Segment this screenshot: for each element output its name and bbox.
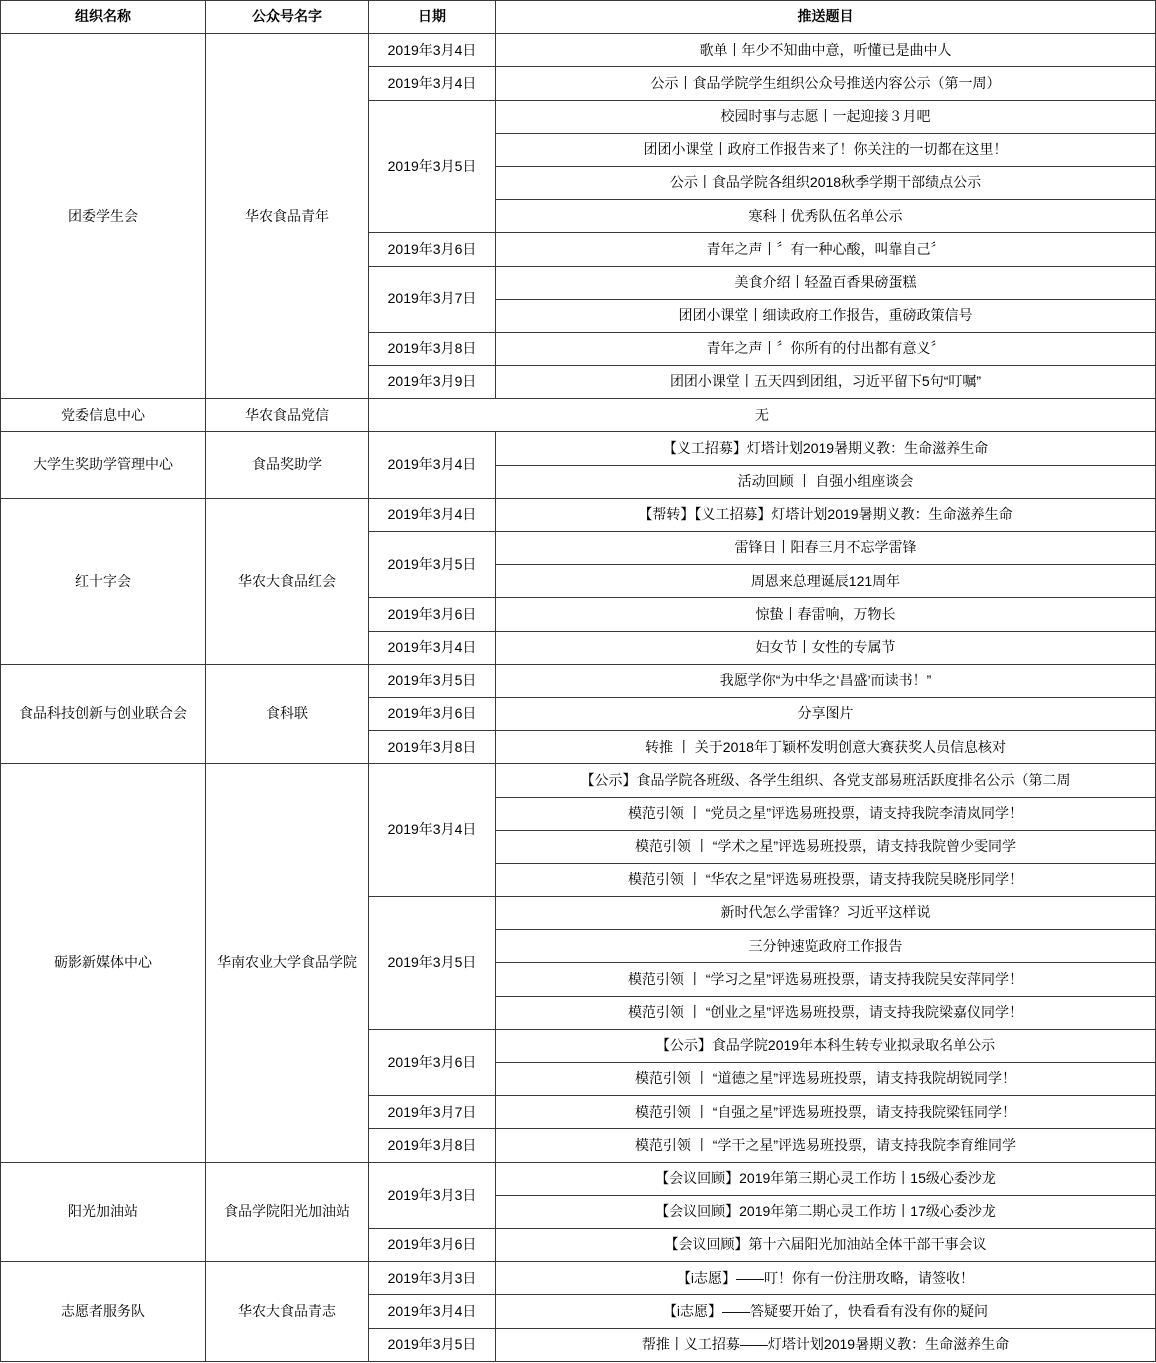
org-cell: 砺影新媒体中心: [1, 764, 206, 1162]
account-cell: 华农食品党信: [206, 399, 369, 432]
title-cell: 模范引领 丨 “学术之星”评选易班投票，请支持我院曾少雯同学: [496, 830, 1156, 863]
account-cell: 食科联: [206, 664, 369, 764]
title-cell: 周恩来总理诞辰121周年: [496, 565, 1156, 598]
title-cell: 【i志愿】——答疑要开始了，快看看有没有你的疑问: [496, 1295, 1156, 1328]
account-cell: 华农大食品红会: [206, 498, 369, 664]
table-row: [1, 432, 1156, 465]
title-cell: 妇女节丨女性的专属节: [496, 631, 1156, 664]
title-cell: 青年之声丨〞有一种心酸，叫靠自己〞: [496, 233, 1156, 266]
title-cell: 惊蛰丨春雷响，万物长: [496, 598, 1156, 631]
title-cell: 转推 丨 关于2018年丁颖杯发明创意大赛获奖人员信息核对: [496, 731, 1156, 764]
table-row: [1, 764, 1156, 797]
date-cell: 2019年3月5日: [369, 1328, 496, 1361]
date-cell: 2019年3月4日: [369, 34, 496, 67]
title-cell: 【公示】食品学院各班级、各学生组织、各党支部易班活跃度排名公示（第二周: [496, 764, 1156, 797]
account-cell: 食品学院阳光加油站: [206, 1162, 369, 1262]
table-row: [1, 1262, 1156, 1295]
header-title: 推送题目: [496, 1, 1156, 34]
account-cell: 华农大食品青志: [206, 1262, 369, 1362]
date-cell: 2019年3月3日: [369, 1262, 496, 1295]
date-cell: 2019年3月5日: [369, 532, 496, 598]
date-cell: 2019年3月6日: [369, 1029, 496, 1095]
date-cell: 2019年3月4日: [369, 67, 496, 100]
title-cell: 我愿学你“为中华之‘昌盛’而读书！”: [496, 664, 1156, 697]
table-row: [1, 399, 1156, 432]
org-cell: 党委信息中心: [1, 399, 206, 432]
org-cell: 志愿者服务队: [1, 1262, 206, 1362]
date-cell: 2019年3月4日: [369, 764, 496, 897]
date-cell: 2019年3月5日: [369, 100, 496, 233]
date-cell: 2019年3月6日: [369, 598, 496, 631]
title-cell: 模范引领 丨 “华农之星”评选易班投票，请支持我院吴晓彤同学！: [496, 863, 1156, 896]
title-cell: 模范引领 丨 “党员之星”评选易班投票，请支持我院李清岚同学！: [496, 797, 1156, 830]
title-cell: 校园时事与志愿丨一起迎接３月吧: [496, 100, 1156, 133]
table-header: [1, 1, 1156, 34]
title-cell: 团团小课堂丨细读政府工作报告，重磅政策信号: [496, 299, 1156, 332]
table-row: [1, 498, 1156, 531]
title-cell: 青年之声丨〞你所有的付出都有意义〞: [496, 332, 1156, 365]
title-cell: 雷锋日丨阳春三月不忘学雷锋: [496, 532, 1156, 565]
date-cell: 2019年3月4日: [369, 432, 496, 498]
date-cell: 2019年3月8日: [369, 1129, 496, 1162]
title-cell: 帮推丨义工招募——灯塔计划2019暑期义教：生命滋养生命: [496, 1328, 1156, 1361]
title-cell: 公示丨食品学院各组织2018秋季学期干部绩点公示: [496, 166, 1156, 199]
header-row: [1, 1, 1156, 34]
title-cell: 活动回顾 丨 自强小组座谈会: [496, 465, 1156, 498]
date-cell: 2019年3月7日: [369, 1096, 496, 1129]
account-cell: 华南农业大学食品学院: [206, 764, 369, 1162]
date-cell: 2019年3月4日: [369, 498, 496, 531]
title-cell: 【i志愿】——叮！你有一份注册攻略，请签收！: [496, 1262, 1156, 1295]
title-cell: 团团小课堂丨政府工作报告来了！你关注的一切都在这里！: [496, 133, 1156, 166]
title-cell: 公示丨食品学院学生组织公众号推送内容公示（第一周）: [496, 67, 1156, 100]
org-cell: 团委学生会: [1, 34, 206, 399]
table-row: [1, 664, 1156, 697]
date-cell: 2019年3月4日: [369, 631, 496, 664]
title-cell: 【会议回顾】2019年第三期心灵工作坊丨15级心委沙龙: [496, 1162, 1156, 1195]
date-cell: 2019年3月7日: [369, 266, 496, 332]
title-cell: 新时代怎么学雷锋？习近平这样说: [496, 897, 1156, 930]
table-row: [1, 34, 1156, 67]
title-cell: 寒科丨优秀队伍名单公示: [496, 200, 1156, 233]
title-cell: 【帮转】【义工招募】灯塔计划2019暑期义教：生命滋养生命: [496, 498, 1156, 531]
title-cell: 美食介绍丨轻盈百香果磅蛋糕: [496, 266, 1156, 299]
date-cell: 2019年3月3日: [369, 1162, 496, 1228]
header-account: 公众号名字: [206, 1, 369, 34]
title-cell: 模范引领 丨 “学干之星”评选易班投票，请支持我院李育维同学: [496, 1129, 1156, 1162]
org-cell: 食品科技创新与创业联合会: [1, 664, 206, 764]
account-cell: 食品奖助学: [206, 432, 369, 498]
org-cell: 阳光加油站: [1, 1162, 206, 1262]
title-cell: 分享图片: [496, 697, 1156, 730]
date-cell: 2019年3月6日: [369, 233, 496, 266]
org-cell: 红十字会: [1, 498, 206, 664]
date-cell: 2019年3月5日: [369, 664, 496, 697]
title-cell: 【公示】食品学院2019年本科生转专业拟录取名单公示: [496, 1029, 1156, 1062]
date-cell: 2019年3月8日: [369, 332, 496, 365]
account-cell: 华农食品青年: [206, 34, 369, 399]
date-cell: 2019年3月5日: [369, 897, 496, 1030]
title-cell: 模范引领 丨 “自强之星”评选易班投票，请支持我院梁钰同学！: [496, 1096, 1156, 1129]
date-cell: 2019年3月4日: [369, 1295, 496, 1328]
date-cell: 2019年3月8日: [369, 731, 496, 764]
table-row: [1, 1162, 1156, 1195]
title-cell: 团团小课堂丨五天四到团组，习近平留下5句“叮嘱”: [496, 366, 1156, 399]
org-cell: 大学生奖助学管理中心: [1, 432, 206, 498]
header-date: 日期: [369, 1, 496, 34]
date-cell: 2019年3月9日: [369, 366, 496, 399]
title-cell: 【义工招募】灯塔计划2019暑期义教：生命滋养生命: [496, 432, 1156, 465]
title-cell: 【会议回顾】第十六届阳光加油站全体干部干事会议: [496, 1228, 1156, 1261]
title-cell: 【会议回顾】2019年第二期心灵工作坊丨17级心委沙龙: [496, 1195, 1156, 1228]
header-org: 组织名称: [1, 1, 206, 34]
table-body: [1, 34, 1156, 1362]
date-cell: 2019年3月6日: [369, 697, 496, 730]
title-cell: 三分钟速览政府工作报告: [496, 930, 1156, 963]
title-cell: 模范引领 丨 “创业之星”评选易班投票，请支持我院梁嘉仪同学！: [496, 996, 1156, 1029]
no-content-cell: 无: [369, 399, 1156, 432]
title-cell: 模范引领 丨 “学习之星”评选易班投票，请支持我院吴安萍同学！: [496, 963, 1156, 996]
title-cell: 模范引领 丨 “道德之星”评选易班投票，请支持我院胡锐同学！: [496, 1063, 1156, 1096]
date-cell: 2019年3月6日: [369, 1228, 496, 1261]
title-cell: 歌单丨年少不知曲中意，听懂已是曲中人: [496, 34, 1156, 67]
